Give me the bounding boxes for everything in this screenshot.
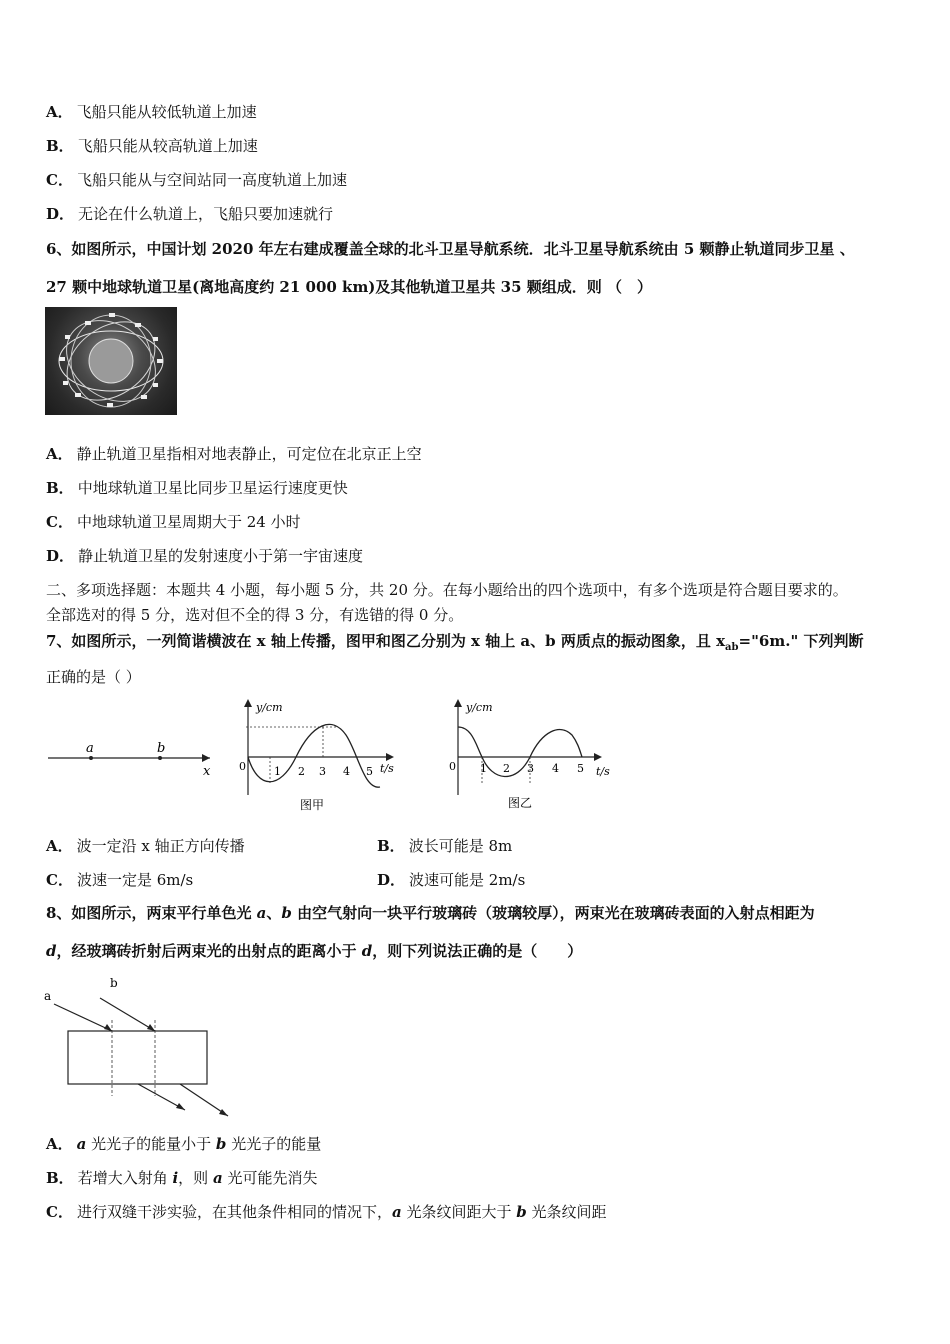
q7-option-b: B． 波长可能是 8m bbox=[377, 837, 513, 855]
q6-option-b: B． 中地球轨道卫星比同步卫星运行速度更快 bbox=[46, 479, 348, 497]
q8-stem-line1: 8、如图所示，两束平行单色光 a、b 由空气射向一块平行玻璃砖（玻璃较厚），两束光在玻璃砖表面的入射点相距为 bbox=[46, 904, 815, 922]
t-axis-label: t/s bbox=[380, 762, 394, 775]
point-b-label: b bbox=[157, 741, 166, 756]
q8-option-b: B． 若增大入射角 i，则 a 光可能先消失 bbox=[46, 1169, 318, 1187]
q7-option-a: A． 波一定沿 x 轴正方向传播 bbox=[46, 837, 245, 855]
tick-3-yi: 3 bbox=[527, 762, 534, 775]
tick-4: 4 bbox=[343, 765, 350, 778]
q7-option-d: D． 波速可能是 2m/s bbox=[377, 871, 526, 889]
beam-b-label: b bbox=[110, 976, 118, 990]
q7-wave-figure bbox=[40, 695, 620, 820]
tick-1: 1 bbox=[274, 765, 281, 778]
graph-jia bbox=[239, 699, 394, 812]
tick-1-yi: 1 bbox=[480, 762, 487, 775]
q6-option-a: A． 静止轨道卫星指相对地表静止，可定位在北京正上空 bbox=[46, 445, 422, 463]
q6-stem-line2: 27 颗中地球轨道卫星(离地高度约 21 000 km)及其他轨道卫星共 35 颗组成．则 （ ） bbox=[46, 278, 652, 296]
q8-option-a: A． a 光光子的能量小于 b 光光子的能量 bbox=[46, 1135, 322, 1153]
y-axis-label-yi: y/cm bbox=[466, 701, 493, 714]
section2-heading-line1: 二、多项选择题：本题共 4 小题，每小题 5 分，共 20 分。在每小题给出的四个选项中，有多个选项是符合题目要求的。 bbox=[46, 581, 848, 599]
q7-stem-line2: 正确的是（ ） bbox=[46, 668, 141, 686]
origin-label: 0 bbox=[239, 760, 246, 773]
x-axis-label: x bbox=[203, 764, 211, 779]
caption-yi: 图乙 bbox=[508, 796, 533, 810]
q8-option-c: C． 进行双缝干涉实验，在其他条件相同的情况下，a 光条纹间距大于 b 光条纹间距 bbox=[46, 1203, 607, 1221]
section2-heading-line2: 全部选对的得 5 分，选对但不全的得 3 分，有选错的得 0 分。 bbox=[46, 606, 464, 624]
tick-5-yi: 5 bbox=[577, 762, 584, 775]
beam-a-label: a bbox=[44, 989, 52, 1003]
q5-option-a: A． 飞船只能从较低轨道上加速 bbox=[46, 103, 257, 121]
tick-2-yi: 2 bbox=[503, 762, 510, 775]
tick-3: 3 bbox=[319, 765, 326, 778]
tick-4-yi: 4 bbox=[552, 762, 559, 775]
q8-stem-line2: d，经玻璃砖折射后两束光的出射点的距离小于 d，则下列说法正确的是（ ） bbox=[46, 942, 583, 960]
t-axis-label-yi: t/s bbox=[596, 765, 610, 778]
q6-option-c: C． 中地球轨道卫星周期大于 24 小时 bbox=[46, 513, 301, 531]
q7-option-c: C． 波速一定是 6m/s bbox=[46, 871, 194, 889]
q8-glass-brick-figure bbox=[40, 972, 240, 1124]
y-axis-label: y/cm bbox=[256, 701, 283, 714]
q6-stem-line1: 6、如图所示，中国计划 2020 年左右建成覆盖全球的北斗卫星导航系统．北斗卫星导航系统由 5 颗静止轨道同步卫星 、 bbox=[46, 240, 855, 258]
graph-yi bbox=[449, 699, 610, 810]
origin-label-yi: 0 bbox=[449, 760, 456, 773]
q5-option-d: D． 无论在什么轨道上，飞船只要加速就行 bbox=[46, 205, 334, 223]
point-a-label: a bbox=[86, 741, 94, 756]
q6-option-d: D． 静止轨道卫星的发射速度小于第一宇宙速度 bbox=[46, 547, 364, 565]
tick-2: 2 bbox=[298, 765, 305, 778]
caption-jia: 图甲 bbox=[300, 798, 325, 812]
q7-stem-line1: 7、如图所示，一列简谐横波在 x 轴上传播，图甲和图乙分别为 x 轴上 a、b 两质点的振动图象，且 $x_{ab}="6m$." 下列判断 bbox=[46, 632, 864, 653]
q5-option-b: B． 飞船只能从较高轨道上加速 bbox=[46, 137, 258, 155]
tick-5: 5 bbox=[366, 765, 373, 778]
satellite-constellation-image bbox=[45, 307, 177, 415]
q5-option-c: C． 飞船只能从与空间站同一高度轨道上加速 bbox=[46, 171, 347, 189]
